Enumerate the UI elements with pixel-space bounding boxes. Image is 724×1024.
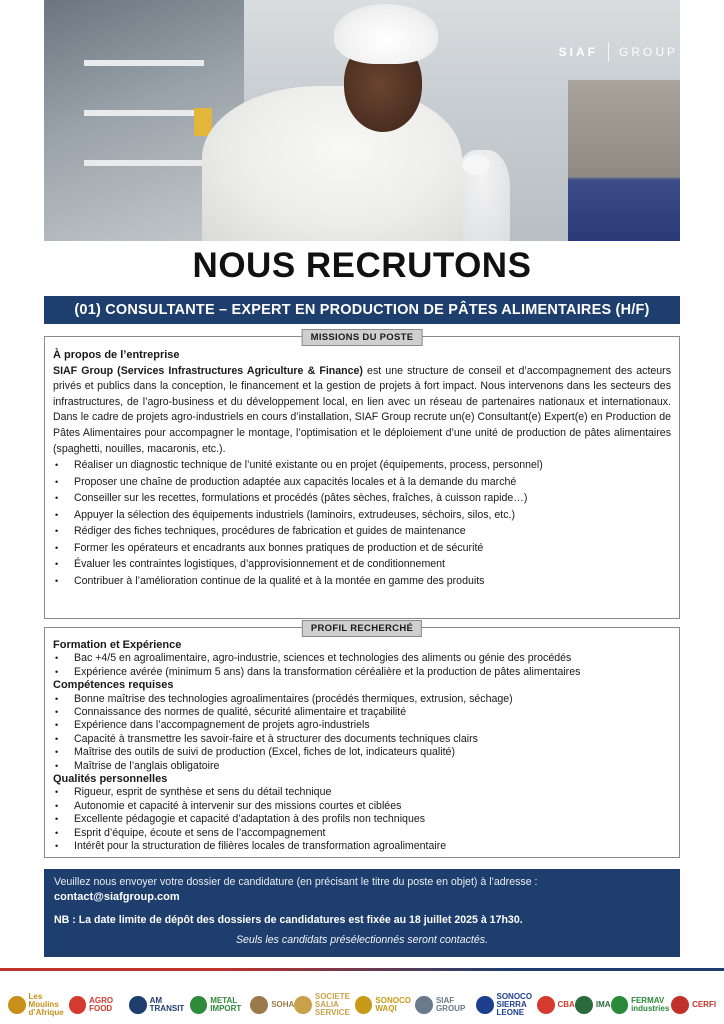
list-item: • Esprit d’équipe, écoute et sens de l’accompagnement (53, 827, 671, 840)
brand-logo: SIAF GROUP (559, 42, 678, 62)
partner-logo (537, 996, 575, 1014)
partner-logo (294, 993, 355, 1017)
partner-logo-icon (476, 996, 494, 1014)
partner-logo-icon (537, 996, 555, 1014)
partner-logo (8, 993, 69, 1017)
contact-intro: Veuillez nous envoyer votre dossier de candidature (en précisant le titre du poste en objet) à l’adresse : (54, 876, 538, 888)
section-tag-missions: MISSIONS DU POSTE (302, 329, 423, 346)
partner-logo-icon (69, 996, 87, 1014)
partner-logos (8, 990, 716, 1020)
partner-logo-icon (190, 996, 208, 1014)
partner-logo-icon (575, 996, 593, 1014)
partner-logo-label: Les Moulins d’Afrique (28, 992, 64, 1017)
list-item: • Proposer une chaîne de production adaptée aux capacités locales et à la demande du marché (53, 474, 671, 491)
page-title: NOUS RECRUTONS (192, 246, 532, 285)
partner-logo-label: AGRO FOOD (89, 996, 114, 1013)
partner-logo-icon (611, 996, 629, 1014)
section-tag-profile: PROFIL RECHERCHÉ (302, 620, 422, 637)
deadline-notice: NB : La date limite de dépôt des dossiers de candidatures est fixée au 18 juillet 2025 à 17h30. (54, 914, 523, 926)
partner-logo-label: SOHA (271, 1000, 295, 1009)
partner-logo (476, 993, 537, 1017)
partner-logo-label: SONOCO WAQI (375, 996, 411, 1013)
partner-logo-icon (8, 996, 26, 1014)
list-item: • Autonomie et capacité à intervenir sur des missions courtes et ciblées (53, 800, 671, 813)
partner-logo (69, 996, 130, 1014)
partner-logo-label: AM TRANSIT (149, 996, 185, 1013)
training-title: Formation et Expérience (53, 639, 182, 651)
profile-section (44, 623, 680, 858)
list-item: • Bonne maîtrise des technologies agroalimentaires (procédés thermiques, extrusion, séchage) (53, 693, 671, 706)
missions-section (44, 332, 680, 619)
partner-logo-label: FERMAV industries (631, 996, 670, 1013)
partner-logo-label: IMA (595, 1000, 611, 1009)
list-item: • Capacité à transmettre les savoir-faire et à structurer des documents techniques clairs (53, 733, 671, 746)
list-item: • Évaluer les contraintes logistiques, d’approvisionnement et de conditionnement (53, 556, 671, 573)
partner-logo (671, 996, 716, 1014)
list-item: • Maîtrise des outils de suivi de production (Excel, fiches de lot, indicateurs qualité) (53, 746, 671, 759)
selection-note: Seuls les candidats présélectionnés seront contactés. (235, 934, 489, 946)
partner-logo-icon (294, 996, 312, 1014)
list-item: • Expérience dans l’accompagnement de projets agro-industriels (53, 719, 671, 732)
partner-logo (250, 996, 294, 1014)
partner-logo (415, 996, 476, 1014)
partner-logo (190, 996, 251, 1014)
list-item: • Contribuer à l’amélioration continue de la qualité et à la montée en gamme des produits (53, 573, 671, 590)
training-list (53, 652, 671, 679)
list-item: • Connaissance des normes de qualité, sécurité alimentaire et traçabilité (53, 706, 671, 719)
partner-logo-label: SIAF GROUP (435, 996, 466, 1013)
list-item: • Former les opérateurs et encadrants aux bonnes pratiques de production et de sécurité (53, 540, 671, 557)
list-item: • Intérêt pour la structuration de filières locales de transformation agroalimentaire (53, 840, 671, 853)
partner-logo-icon (355, 996, 373, 1014)
partner-logo-icon (671, 996, 689, 1014)
partner-logo (355, 996, 416, 1014)
qualities-title: Qualités personnelles (53, 773, 168, 786)
contact-email-link[interactable]: contact@siafgroup.com (54, 891, 180, 903)
partner-logo-icon (415, 996, 433, 1014)
skills-title: Compétences requises (53, 679, 174, 692)
list-item: • Maîtrise de l’anglais obligatoire (53, 760, 671, 773)
partner-logo-label: SONOCO SIERRA LEONE (496, 992, 533, 1017)
list-item: • Conseiller sur les recettes, formulations et procédés (pâtes sèches, fraîches, à cuisson rapide…) (53, 490, 671, 507)
list-item: • Excellente pédagogie et capacité d’adaptation à des profils non techniques (53, 813, 671, 826)
skills-list (53, 693, 671, 773)
about-paragraph: SIAF Group (Services Infrastructures Agriculture & Finance) est une structure de conseil et d’accompagnement des acteurs privés et publics dans la conception, le financement et la gestion de projets à fort impact. Nous intervenons dans les secteurs des infrastructures, de l’agro-business et du développement local, en lien avec un réseau de partenaires nationaux et internationaux. Dans le cadre de projets agro-industriels en cours d’installation, SIAF Group recrute un(e) Consultant(e) Expert(e) en Production de Pâtes Alimentaires pour accompagner le montage, l’optimisation et le déploiement d’une unité de production de pâtes alimentaires (spaghetti, nouilles, macaronis, etc.). (53, 364, 671, 455)
partner-logo-icon (129, 996, 147, 1014)
partner-logo-icon (250, 996, 268, 1014)
list-item: • Rédiger des fiches techniques, procédures de fabrication et guides de maintenance (53, 523, 671, 540)
partner-logo (611, 996, 672, 1014)
list-item: • Réaliser un diagnostic technique de l’unité existante ou en projet (équipements, process, personnel) (53, 457, 671, 474)
partner-logo-label: SOCIETE SALIA SERVICE (314, 992, 350, 1017)
qualities-list (53, 786, 671, 853)
partner-logo-label: CERFI (692, 1000, 717, 1009)
list-item: • Appuyer la sélection des équipements industriels (laminoirs, extrudeuses, séchoirs, silos, etc.) (53, 507, 671, 524)
partner-logo (575, 996, 611, 1014)
footer-divider (0, 968, 724, 971)
contact-box (44, 869, 680, 957)
about-title: À propos de l’entreprise (53, 349, 180, 361)
list-item: • Bac +4/5 en agroalimentaire, agro-industrie, sciences et technologies des aliments ou génie des procédés (53, 652, 671, 665)
job-title-banner: (01) CONSULTANTE – EXPERT EN PRODUCTION DE PÂTES ALIMENTAIRES (H/F) (44, 296, 680, 324)
missions-list (53, 457, 671, 589)
partner-logo (129, 996, 190, 1014)
partner-logo-label: METAL IMPORT (210, 996, 242, 1013)
hero-photo (44, 0, 680, 241)
list-item: • Rigueur, esprit de synthèse et sens du détail technique (53, 786, 671, 799)
list-item: • Expérience avérée (minimum 5 ans) dans la transformation céréalière et la production de pâtes alimentaires (53, 666, 671, 679)
partner-logo-label: CBA (557, 1000, 575, 1009)
